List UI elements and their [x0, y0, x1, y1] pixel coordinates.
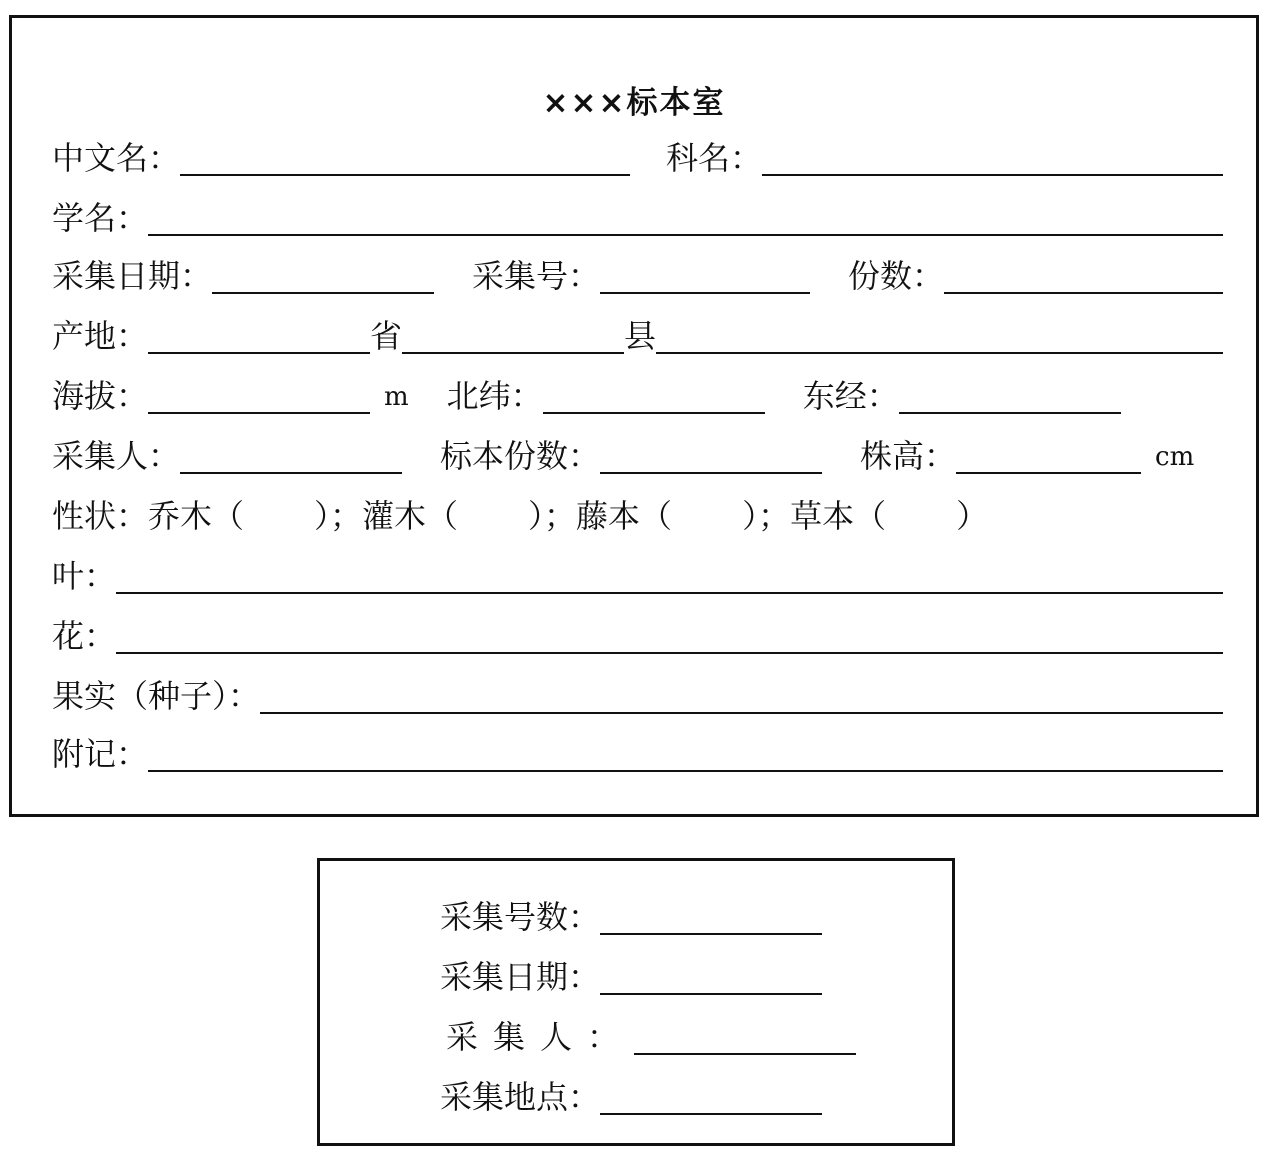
scientific-name-label: 学名： — [52, 199, 149, 237]
fruit-field[interactable] — [260, 680, 1223, 714]
province-label: 省 — [370, 317, 403, 355]
row-fruit — [52, 674, 1223, 714]
chinese-name-field[interactable] — [180, 142, 630, 176]
altitude-label: 海拔： — [52, 377, 149, 415]
habit-shrub-label: ）；灌木（ — [314, 497, 459, 535]
herbarium-title: ×××标本室 — [542, 85, 726, 121]
copies-field[interactable] — [944, 260, 1223, 294]
tag-collection-site-label: 采集地点： — [440, 1078, 601, 1116]
scientific-name-field[interactable] — [148, 202, 1223, 236]
tag-collector-label: 采集人： — [446, 1018, 635, 1056]
longitude-field[interactable] — [899, 380, 1121, 414]
collection-tag-card — [317, 858, 955, 1146]
tag-collection-site-field[interactable] — [600, 1081, 822, 1115]
notes-field[interactable] — [148, 738, 1223, 772]
province-field[interactable] — [148, 320, 370, 354]
collector-field[interactable] — [180, 440, 402, 474]
tag-collection-number-label: 采集号数： — [440, 898, 601, 936]
leaf-field[interactable] — [116, 560, 1223, 594]
row-altitude-coordinates — [52, 374, 1223, 414]
origin-label: 产地： — [52, 317, 149, 355]
leaf-label: 叶： — [52, 557, 117, 595]
habit-herb-label: ）；草本（ — [742, 497, 887, 535]
tag-collection-number-field[interactable] — [600, 901, 822, 935]
tag-row-number — [440, 895, 822, 935]
collector-label: 采集人： — [52, 437, 181, 475]
row-habit — [52, 494, 1223, 534]
specimen-copies-field[interactable] — [600, 440, 822, 474]
row-scientific-name — [52, 196, 1223, 236]
tag-collection-date-label: 采集日期： — [440, 958, 601, 996]
habit-tree-label: 乔木（ — [148, 497, 245, 535]
county-field[interactable] — [402, 320, 624, 354]
latitude-field[interactable] — [543, 380, 765, 414]
tag-row-date — [440, 955, 822, 995]
longitude-label: 东经： — [802, 377, 899, 415]
plant-height-label: 株高： — [860, 437, 957, 475]
row-collector-height — [52, 434, 1223, 474]
row-flower — [52, 614, 1223, 654]
copies-label: 份数： — [848, 257, 945, 295]
altitude-unit: m — [384, 382, 409, 412]
collection-number-field[interactable] — [600, 260, 810, 294]
collection-date-field[interactable] — [212, 260, 434, 294]
habit-vine-label: ）；藤本（ — [528, 497, 673, 535]
tag-row-site — [440, 1075, 822, 1115]
habit-label: 性状： — [52, 497, 149, 535]
family-label: 科名： — [666, 139, 763, 177]
locality-field[interactable] — [656, 320, 1223, 354]
county-label: 县 — [624, 317, 657, 355]
row-origin — [52, 314, 1223, 354]
specimen-copies-label: 标本份数： — [440, 437, 601, 475]
tag-row-collector — [446, 1015, 856, 1055]
specimen-label-card — [9, 15, 1259, 817]
notes-label: 附记： — [52, 735, 149, 773]
row-collection-info — [52, 254, 1223, 294]
family-field[interactable] — [762, 142, 1223, 176]
row-leaf — [52, 554, 1223, 594]
fruit-label: 果实（种子）： — [52, 677, 261, 715]
habit-close: ） — [956, 497, 989, 535]
collection-date-label: 采集日期： — [52, 257, 213, 295]
tag-collector-field[interactable] — [634, 1021, 856, 1055]
latitude-label: 北纬： — [446, 377, 543, 415]
tag-collection-date-field[interactable] — [600, 961, 822, 995]
flower-field[interactable] — [116, 620, 1223, 654]
row-notes — [52, 732, 1223, 772]
chinese-name-label: 中文名： — [52, 139, 181, 177]
plant-height-field[interactable] — [956, 440, 1141, 474]
row-chinese-name-family — [52, 136, 1223, 176]
plant-height-unit: cm — [1155, 442, 1195, 472]
collection-number-label: 采集号： — [472, 257, 601, 295]
flower-label: 花： — [52, 617, 117, 655]
altitude-field[interactable] — [148, 380, 370, 414]
